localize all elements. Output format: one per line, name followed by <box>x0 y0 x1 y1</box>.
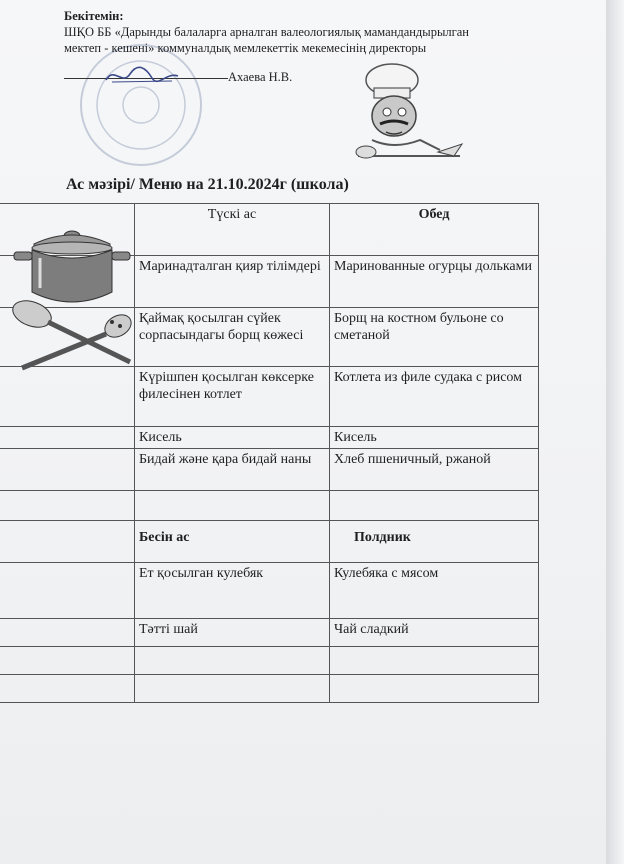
dish-ru: Борщ на костном бульоне со сметаной <box>330 308 539 367</box>
dish-ru: Кисель <box>330 427 539 449</box>
lunch-header-ru: Обед <box>330 204 539 256</box>
table-row <box>0 563 539 619</box>
snack-header-kz: Бесін ас <box>135 521 330 563</box>
snack-header-ru: Полдник <box>330 521 539 563</box>
table-row <box>0 521 539 563</box>
empty-cell <box>330 647 539 675</box>
decor-cell <box>0 563 135 619</box>
table-row <box>0 647 539 675</box>
empty-cell <box>135 491 330 521</box>
dish-kz: Күрішпен қосылган көксерке филесінен котлет <box>135 367 330 427</box>
approval-line-1: ШҚО ББ «Дарынды балаларга арналган валеологиялық мамандандырылган <box>64 25 469 39</box>
empty-cell <box>135 647 330 675</box>
decor-cell <box>0 619 135 647</box>
empty-cell <box>135 675 330 703</box>
dish-ru: Маринованные огурцы дольками <box>330 256 539 308</box>
table-row <box>0 427 539 449</box>
dish-ru: Котлета из филе судака с рисом <box>330 367 539 427</box>
chef-illustration <box>350 60 470 170</box>
table-row <box>0 491 539 521</box>
table-row <box>0 449 539 491</box>
approval-block <box>64 8 469 56</box>
dish-kz: Маринадталган қияр тілімдері <box>135 256 330 308</box>
dish-kz: Кисель <box>135 427 330 449</box>
decor-cell <box>0 367 135 427</box>
dish-kz: Ет қосылган кулебяк <box>135 563 330 619</box>
page-edge <box>606 0 624 864</box>
empty-cell <box>330 675 539 703</box>
menu-title: Ас мәзірі/ Меню на 21.10.2024г (школа) <box>66 176 349 193</box>
decor-cell <box>0 647 135 675</box>
table-row <box>0 367 539 427</box>
empty-cell <box>330 491 539 521</box>
decor-cell <box>0 491 135 521</box>
table-row <box>0 675 539 703</box>
dish-kz: Қаймақ қосылган сүйек сорпасындагы борщ көжесі <box>135 308 330 367</box>
decor-cell <box>0 675 135 703</box>
dish-ru: Хлеб пшеничный, ржаной <box>330 449 539 491</box>
lunch-header-kz: Түскі ас <box>135 204 330 256</box>
director-name: Ахаева Н.В. <box>228 70 293 84</box>
dish-ru: Кулебяка с мясом <box>330 563 539 619</box>
dish-ru: Чай сладкий <box>330 619 539 647</box>
approval-heading: Бекітемін: <box>64 9 124 23</box>
approval-line-2: мектеп - кешені» коммуналдық мемлекеттік мекемесінің директоры <box>64 41 427 55</box>
dish-kz: Бидай және қара бидай наны <box>135 449 330 491</box>
decor-cell <box>0 449 135 491</box>
pot-and-ladle-illustration <box>10 222 140 372</box>
decor-cell <box>0 521 135 563</box>
signature <box>102 60 182 90</box>
table-row <box>0 619 539 647</box>
dish-kz: Тәтті шай <box>135 619 330 647</box>
decor-cell <box>0 427 135 449</box>
